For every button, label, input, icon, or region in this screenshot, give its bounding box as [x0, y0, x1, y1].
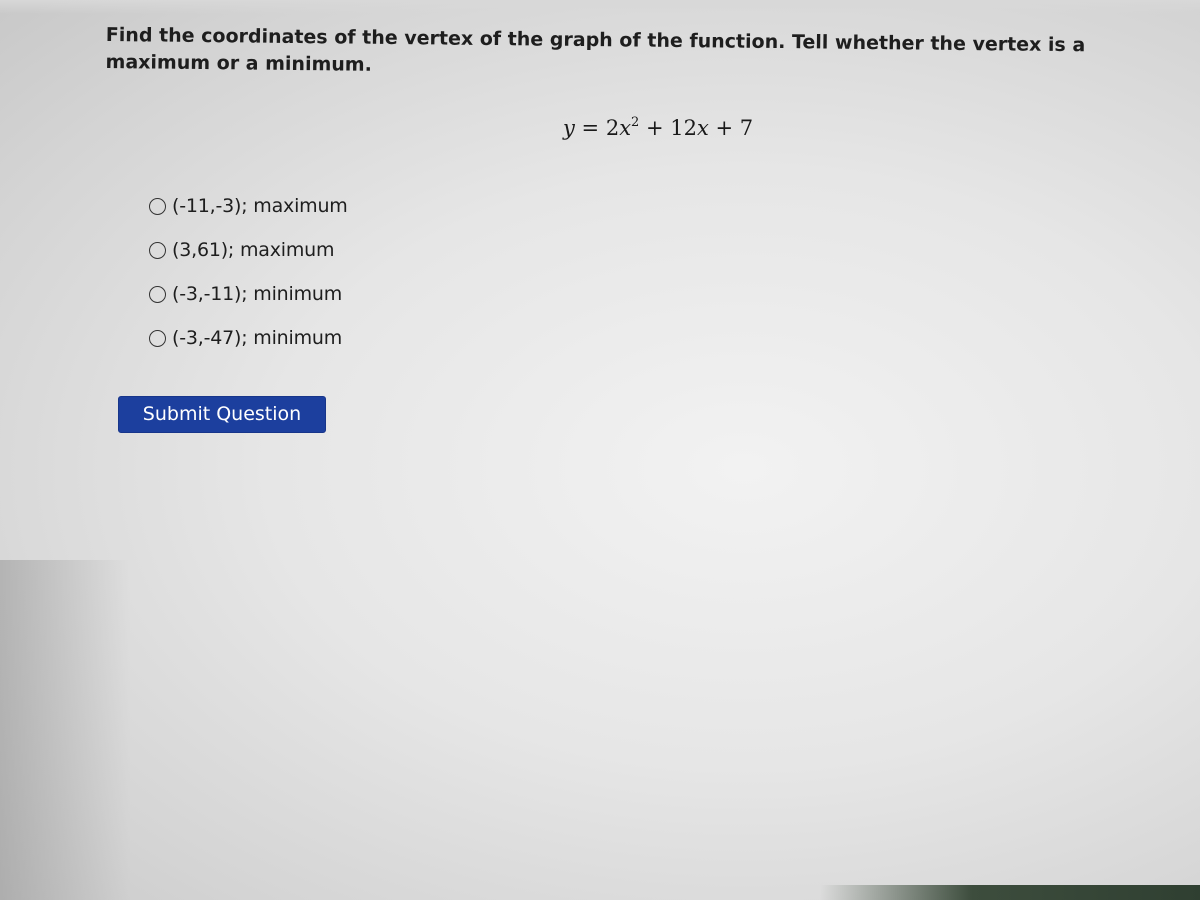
screen-glare: [0, 560, 130, 900]
answer-option-label: (-3,-47); minimum: [172, 327, 343, 349]
submit-question-button[interactable]: Submit Question: [118, 396, 326, 433]
question-text: Find the coordinates of the vertex of the graph of the function. Tell whether the vertex is a maximum or a minimum.: [105, 23, 1086, 76]
equation-lhs: y: [563, 116, 575, 140]
equation-exponent: 2: [631, 115, 640, 130]
monitor-bezel-edge: [820, 885, 1200, 900]
equation-equals: =: [574, 116, 606, 140]
radio-button[interactable]: [149, 198, 166, 215]
equation-linear-term: + 12: [639, 116, 697, 140]
answer-option[interactable]: [149, 228, 509, 272]
answer-choices: [149, 184, 509, 360]
radio-button[interactable]: [149, 242, 166, 259]
answer-option[interactable]: [149, 184, 509, 228]
answer-option-label: (3,61); maximum: [172, 239, 335, 261]
top-edge: [0, 0, 1200, 14]
equation-coefficient: 2: [605, 116, 620, 140]
answer-option[interactable]: [149, 272, 509, 316]
equation-variable-x-2: x: [697, 116, 709, 140]
radio-button[interactable]: [149, 330, 166, 347]
radio-button[interactable]: [149, 286, 166, 303]
answer-option-label: (-11,-3); maximum: [172, 195, 348, 217]
answer-option-label: (-3,-11); minimum: [172, 283, 343, 305]
equation-constant: + 7: [708, 116, 754, 140]
function-equation: [563, 116, 753, 140]
answer-option[interactable]: [149, 316, 509, 360]
equation-variable-x: x: [619, 116, 632, 140]
